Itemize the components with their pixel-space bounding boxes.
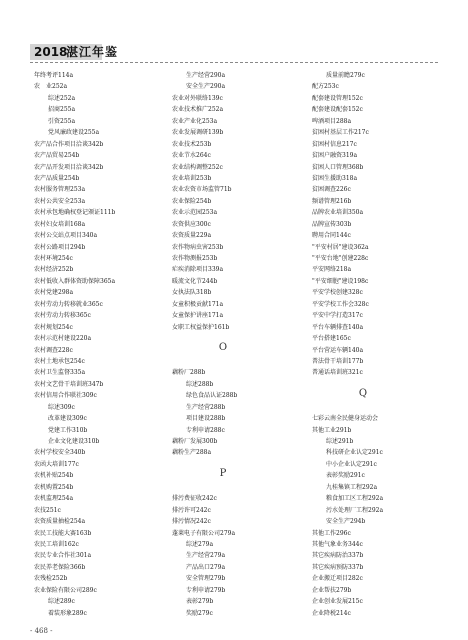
index-entry: 农村服务管理253a — [34, 186, 86, 194]
index-entry: 品牌农业培训350a — [312, 209, 364, 217]
index-entry: 农村规划254c — [34, 323, 73, 331]
index-entry: 奖励279c — [186, 609, 213, 617]
index-entry: 平安网络218a — [312, 266, 352, 274]
index-entry: 农产品贸易254b — [34, 152, 80, 160]
index-entry: 平安学校创建328c — [312, 289, 363, 297]
index-entry: 其它疾病预防337b — [312, 563, 364, 571]
index-entry: 项目建设288b — [186, 415, 226, 423]
index-entry: 排污许可242c — [172, 506, 211, 514]
index-entry: 农村公路项目294b — [34, 243, 86, 251]
index-column-2 — [172, 70, 274, 619]
index-entry: 农机监理254a — [34, 495, 74, 503]
index-entry: 农业农资市场监管71b — [172, 186, 232, 194]
index-entry: 女职工权益保护161b — [172, 323, 230, 331]
index-entry: 表彰279b — [186, 598, 214, 606]
index-entry: 年终考评114a — [34, 72, 74, 79]
index-entry: 科技研企业认定291c — [326, 449, 383, 457]
index-entry: 配套建设配套152c — [312, 106, 363, 114]
index-entry: 产品出口279a — [186, 563, 226, 571]
index-entry: 农业结构调整252c — [172, 163, 223, 171]
page-number: - 468 - — [30, 627, 53, 635]
index-spacer — [172, 356, 274, 367]
index-entry: 农村承包地确权登记颁证111b — [34, 209, 116, 217]
index-section-letter: P — [219, 467, 227, 479]
index-entry: 绿色食品认证288b — [186, 392, 238, 400]
index-entry: 农村文艺骨干培训班347b — [34, 380, 104, 388]
index-entry: 农产品质量254b — [34, 174, 80, 182]
index-entry: 专利申请279b — [186, 586, 226, 594]
index-entry: 农业保险有限公司289c — [34, 586, 97, 594]
header-rule — [30, 62, 438, 63]
index-section-letter: Q — [358, 387, 368, 399]
index-entry: 农村劳动力转移365c — [34, 312, 91, 320]
page-header — [30, 44, 438, 64]
index-entry: 农业保险254b — [172, 197, 212, 205]
index-entry: 九桂集镇工程292a — [326, 483, 378, 491]
index-entry: 其它疾病防治337b — [312, 552, 364, 560]
index-entry: 农业培训253b — [172, 174, 212, 182]
index-entry: 农 业252a — [34, 83, 68, 91]
index-entry: 贫困村基层工作217c — [312, 129, 369, 137]
header-year: 2018 — [34, 45, 68, 59]
index-entry: 农民专业合作社301a — [34, 552, 92, 560]
index-entry: 聘用合同144c — [312, 232, 351, 240]
index-entry: 贫困村信息217c — [312, 140, 357, 148]
index-entry: 招商255a — [48, 106, 76, 114]
index-entry: 农村调查228c — [34, 346, 73, 354]
index-entry: 贫困生援助318a — [312, 174, 358, 182]
index-entry: 质量前瞻279c — [326, 72, 365, 79]
index-entry: 企业文化建设310b — [48, 438, 100, 445]
index-entry: 综述289c — [48, 598, 75, 606]
index-entry: 农民工培训162c — [34, 540, 79, 548]
index-entry: 七彩云南全民健身运动会 — [312, 415, 379, 423]
index-entry: 党建工作310b — [48, 426, 88, 434]
index-entry: 企业帮扶279b — [312, 586, 352, 594]
index-entry: 农作物测报253b — [172, 255, 218, 262]
index-entry: 频谱管理216b — [312, 197, 352, 205]
index-entry: 农村低收入群体资助保障365a — [34, 277, 116, 285]
index-entry: 农村公共安全253a — [34, 197, 86, 205]
index-entry: 疟疾消除项目339a — [172, 266, 224, 274]
index-section-letter: O — [218, 342, 228, 354]
index-entry: 平安中学打造317c — [312, 312, 363, 320]
index-entry: 农村土地承包254c — [34, 357, 85, 365]
index-entry: 女童积极贡献171a — [172, 300, 224, 308]
index-entry: 藕粉厂发展300b — [172, 438, 218, 446]
index-entry: 配套建设管理152c — [312, 94, 363, 102]
index-entry: 综述279a — [186, 540, 214, 548]
index-entry: 着装形象289c — [48, 609, 87, 617]
index-entry: 啤酒项目288a — [312, 117, 352, 125]
index-entry: 生产经营279a — [186, 552, 226, 560]
index-entry: 引资255a — [48, 117, 76, 125]
index-entry: 生产经营290a — [186, 72, 226, 79]
index-entry: 暖流文化节244b — [172, 277, 218, 285]
index-entry: 农机购置254b — [34, 483, 74, 491]
index-entry: "平安细胞"建设198c — [312, 277, 369, 285]
index-entry: 农机补贴254b — [34, 472, 74, 480]
index-entry: 农函大培训177c — [34, 460, 79, 468]
index-entry: 排污费征收242c — [172, 495, 217, 503]
index-entry: 粮食加工区工程292a — [326, 495, 384, 503]
index-entry: 贫困户融资319a — [312, 152, 358, 160]
index-entry: 女执法队318b — [172, 289, 212, 297]
index-entry: 农民工技能大赛163b — [34, 529, 92, 537]
index-entry: 农村党建298a — [34, 289, 74, 297]
index-entry: 女童保护讲座171a — [172, 312, 224, 320]
index-entry: 排污情况242c — [172, 518, 211, 526]
index-entry: 安全生产290a — [186, 83, 226, 91]
index-entry: 农村示范村建设220a — [34, 335, 92, 343]
index-entry: "平安村居"建设362a — [312, 243, 369, 251]
index-entry: 农村环境254c — [34, 255, 73, 262]
index-entry: 专利申请288c — [186, 426, 225, 434]
index-entry: 农残检252b — [34, 575, 68, 583]
index-entry: 贫困人口管理368b — [312, 163, 364, 171]
index-entry: 农资质量229a — [172, 232, 212, 240]
index-entry: 生产经营288b — [186, 403, 226, 411]
header-title: 湛江年鉴 — [66, 45, 119, 59]
index-entry: 藕粉生产288a — [172, 449, 212, 457]
index-entry: 企业降税214c — [312, 609, 351, 617]
index-entry: 农技251c — [34, 506, 61, 514]
index-entry: 藕粉厂288b — [172, 369, 206, 377]
index-entry: 农民养老保险366b — [34, 563, 86, 571]
index-entry: 品牌宣传303b — [312, 220, 352, 228]
index-entry: 农村学校安全340b — [34, 449, 86, 457]
index-column-1 — [34, 70, 136, 619]
index-entry: 中小企业认定291c — [326, 460, 377, 468]
index-entry: 农资供应300c — [172, 220, 211, 228]
index-spacer — [312, 402, 414, 413]
index-entry: 综述309c — [48, 403, 75, 411]
index-entry: 农产品开发项目洽谈342b — [34, 163, 104, 171]
index-entry: 安全生产294b — [326, 518, 366, 526]
index-entry: 平安学校工作会328c — [312, 300, 369, 308]
index-entry: 农业发展调研139b — [172, 129, 224, 137]
index-entry: 其他工业291b — [312, 426, 352, 434]
index-entry: 企业创业发展215c — [312, 598, 363, 606]
index-entry: 农村劳动力转移就业365c — [34, 300, 103, 308]
index-entry: 农资质量抽检254a — [34, 518, 86, 526]
index-entry: 表彰奖励291c — [326, 472, 365, 480]
index-entry: 农村公交站点项目340a — [34, 232, 98, 240]
index-entry: 普通话培训班321c — [312, 369, 363, 377]
index-entry: 农作物病虫害253b — [172, 243, 224, 251]
index-entry: 农业技术推广252a — [172, 106, 224, 114]
index-entry: 平台营运车辆140a — [312, 346, 364, 354]
index-entry: 普法骨干培训177b — [312, 357, 364, 365]
index-entry: 农业产业化253a — [172, 117, 218, 125]
index-entry: 平台搭建165c — [312, 335, 351, 343]
index-entry: 农村经济252b — [34, 266, 74, 274]
index-column-3 — [312, 70, 414, 619]
index-entry: 农业节水264c — [172, 152, 211, 160]
index-entry: 综述291b — [326, 438, 354, 446]
index-entry: 农业对外联络139c — [172, 94, 223, 102]
index-entry: 贫困调查226c — [312, 186, 351, 194]
index-entry: 农业技术253b — [172, 140, 212, 148]
index-spacer — [172, 482, 274, 493]
index-entry: 农业示范园253a — [172, 209, 218, 217]
index-entry: 党风廉政建设255a — [48, 129, 100, 137]
index-entry: 改革建设309c — [48, 415, 87, 423]
index-entry: 综述252a — [48, 94, 76, 102]
index-entry: 农村卫生监督335a — [34, 369, 86, 377]
index-entry: "平安台地"创建228c — [312, 255, 369, 262]
index-entry: 配方253c — [312, 83, 339, 91]
index-entry: 综述288b — [186, 380, 214, 388]
index-entry: 污水处理厂工程292a — [326, 506, 384, 514]
index-entry: 农村信用合作联社309c — [34, 392, 97, 400]
index-entry: 企业搬迁项目282c — [312, 575, 363, 583]
index-entry: 平台车辆排查140a — [312, 323, 364, 331]
index-entry: 其他气象业务344c — [312, 540, 363, 548]
index-entry: 农产品合作项目洽谈342b — [34, 140, 104, 148]
index-entry: 蓬莱电子有限公司279a — [172, 529, 236, 537]
index-entry: 其他工作296c — [312, 529, 351, 537]
index-entry: 农村妇女培训168a — [34, 220, 86, 228]
index-entry: 安全管理279b — [186, 575, 226, 583]
